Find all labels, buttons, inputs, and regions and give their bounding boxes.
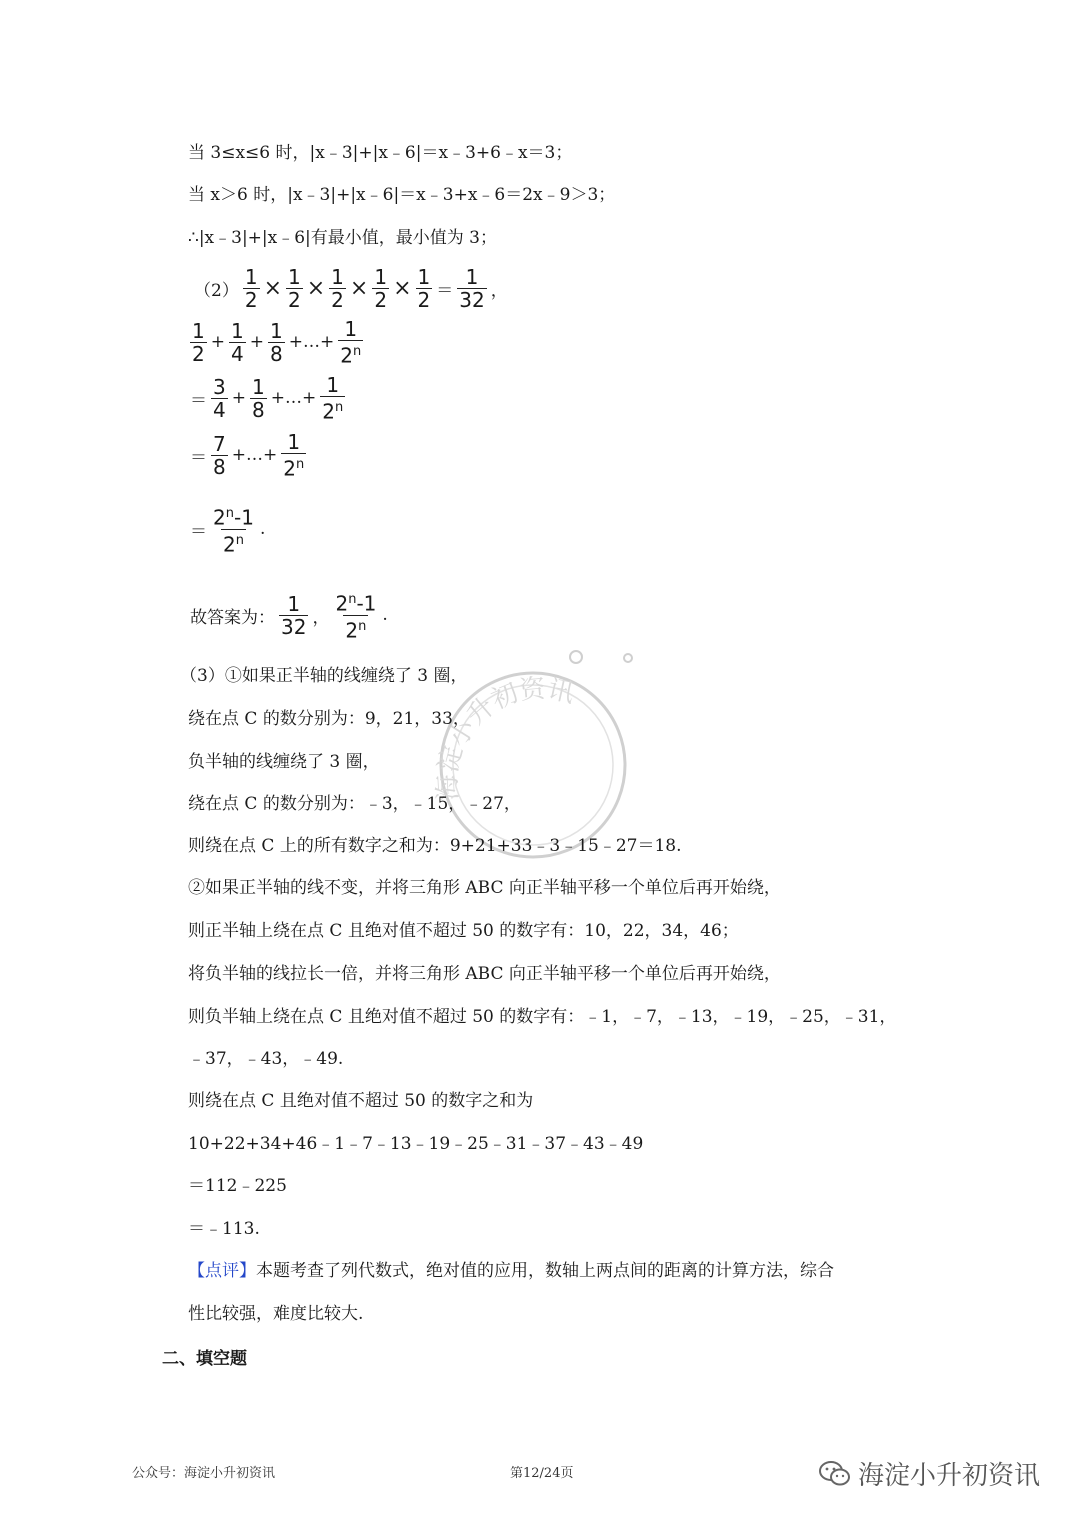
comment-line-1 (188, 1259, 834, 1283)
sum-step-2: ＝ $\frac{3}{4}$ + $\frac{1}{8}$ +…+ $\frac{1}{2^n}$ (190, 373, 344, 424)
fraction: $\frac{3}{4}$ (213, 374, 226, 422)
part3-line-4: 绕在点 C 的数分别为：﹣3，﹣15，﹣27， (188, 794, 521, 814)
fraction: $\frac{1}{2}$ (417, 265, 431, 312)
page-number: 第12/24页 (510, 1466, 574, 1481)
brand-name: 海淀小升初资讯 (858, 1461, 1041, 1491)
answer-line: 故答案为： $\frac{1}{32}$ ， $\frac{2^n-1}{2^n}$ . (188, 589, 390, 641)
part3-line-9: 则负半轴上绕在点 C 且绝对值不超过 50 的数字有：﹣1，﹣7，﹣13，﹣19，﹣25，﹣31， (188, 1007, 897, 1027)
part3-line-3: 负半轴的线缠绕了 3 圈， (188, 752, 380, 772)
sum-result: ＝ $\frac{2^n-1}{2^n}$ . (188, 503, 267, 555)
fraction: $\frac{7}{8}$ (213, 431, 226, 479)
conclusion-line: ∴|x﹣3|+|x﹣6|有最小值，最小值为 3； (188, 228, 497, 248)
part3-line-5: 则绕在点 C 上的所有数字之和为：9+21+33﹣3﹣15﹣27＝18. (188, 836, 682, 856)
comment-tag: 【点评】 (188, 1261, 256, 1281)
part3-line-10: ﹣37，﹣43，﹣49. (188, 1049, 344, 1069)
answer-label: 故答案为： (190, 607, 275, 628)
svg-text:海淀小升初资讯 (433, 674, 577, 802)
fraction: $\frac{1}{2^n}$ (340, 317, 362, 368)
fraction: $\frac{1}{32}$ (281, 591, 307, 639)
part2-label: （2） (194, 281, 239, 301)
case-line-2: 当 x＞6 时，|x﹣3|+|x﹣6|＝x﹣3+x﹣6＝2x﹣9＞3； (188, 185, 616, 205)
fraction: $\frac{1}{2^n}$ (283, 430, 305, 481)
part3-line-1: （3）①如果正半轴的线缠绕了 3 圈， (180, 666, 468, 686)
footer-brand (818, 1455, 1040, 1492)
fraction: $\frac{1}{2}$ (331, 265, 344, 312)
case-line-1: 当 3≤x≤6 时，|x﹣3|+|x﹣6|＝x﹣3+6﹣x＝3； (188, 143, 573, 163)
part3-line-7: 则正半轴上绕在点 C 且绝对值不超过 50 的数字有：10，22，34，46； (188, 921, 739, 941)
comment-line-2: 性比较强，难度比较大. (188, 1304, 364, 1324)
part3-line-13: ＝112﹣225 (188, 1176, 287, 1196)
sum-step-3: ＝ $\frac{7}{8}$ +…+ $\frac{1}{2^n}$ (190, 430, 305, 481)
fraction: $\frac{2^n-1}{2^n}$ (335, 591, 377, 643)
part3-line-12: 10+22+34+46﹣1﹣7﹣13﹣19﹣25﹣31﹣37﹣43﹣49 (188, 1134, 644, 1154)
part3-line-14: ＝﹣113. (188, 1219, 260, 1239)
watermark-text: 海淀小升初资讯 (432, 673, 577, 802)
fraction: $\frac{1}{2}$ (288, 265, 301, 312)
fraction: $\frac{1}{8}$ (251, 374, 265, 422)
part3-line-2: 绕在点 C 的数分别为：9，21，33， (188, 709, 470, 729)
fraction: $\frac{1}{32}$ (459, 265, 485, 312)
section-heading: 二、填空题 (162, 1349, 247, 1369)
part3-line-11: 则绕在点 C 且绝对值不超过 50 的数字之和为 (188, 1091, 534, 1111)
fraction: $\frac{2^n-1}{2^n}$ (213, 505, 254, 557)
wechat-icon (818, 1459, 852, 1489)
fraction: $\frac{1}{2}$ (244, 265, 258, 312)
product-equation: （2） $\frac{1}{2}$ × $\frac{1}{2}$ × $\frac{1}{2}$ × $\frac{1}{2}$ × $\frac{1}{2}$ ＝ $\frac{1}{32}$ ， (194, 265, 508, 312)
part3-line-8: 将负半轴的线拉长一倍，并将三角形 ABC 向正半轴平移一个单位后再开始绕， (188, 964, 781, 984)
comment-text: 本题考查了列代数式，绝对值的应用，数轴上两点间的距离的计算方法，综合 (256, 1261, 834, 1281)
sum-equation: $\frac{1}{2}$ + $\frac{1}{4}$ + $\frac{1}{8}$ +…+ $\frac{1}{2^n}$ (192, 317, 362, 368)
fraction: $\frac{1}{2}$ (374, 265, 388, 312)
fraction: $\frac{1}{8}$ (269, 318, 283, 366)
footer-account: 公众号：海淀小升初资讯 (132, 1466, 276, 1481)
fraction: $\frac{1}{4}$ (230, 318, 244, 366)
fraction: $\frac{1}{2}$ (192, 318, 205, 366)
part3-line-6: ②如果正半轴的线不变，并将三角形 ABC 向正半轴平移一个单位后再开始绕， (188, 878, 781, 898)
fraction: $\frac{1}{2^n}$ (322, 373, 344, 424)
